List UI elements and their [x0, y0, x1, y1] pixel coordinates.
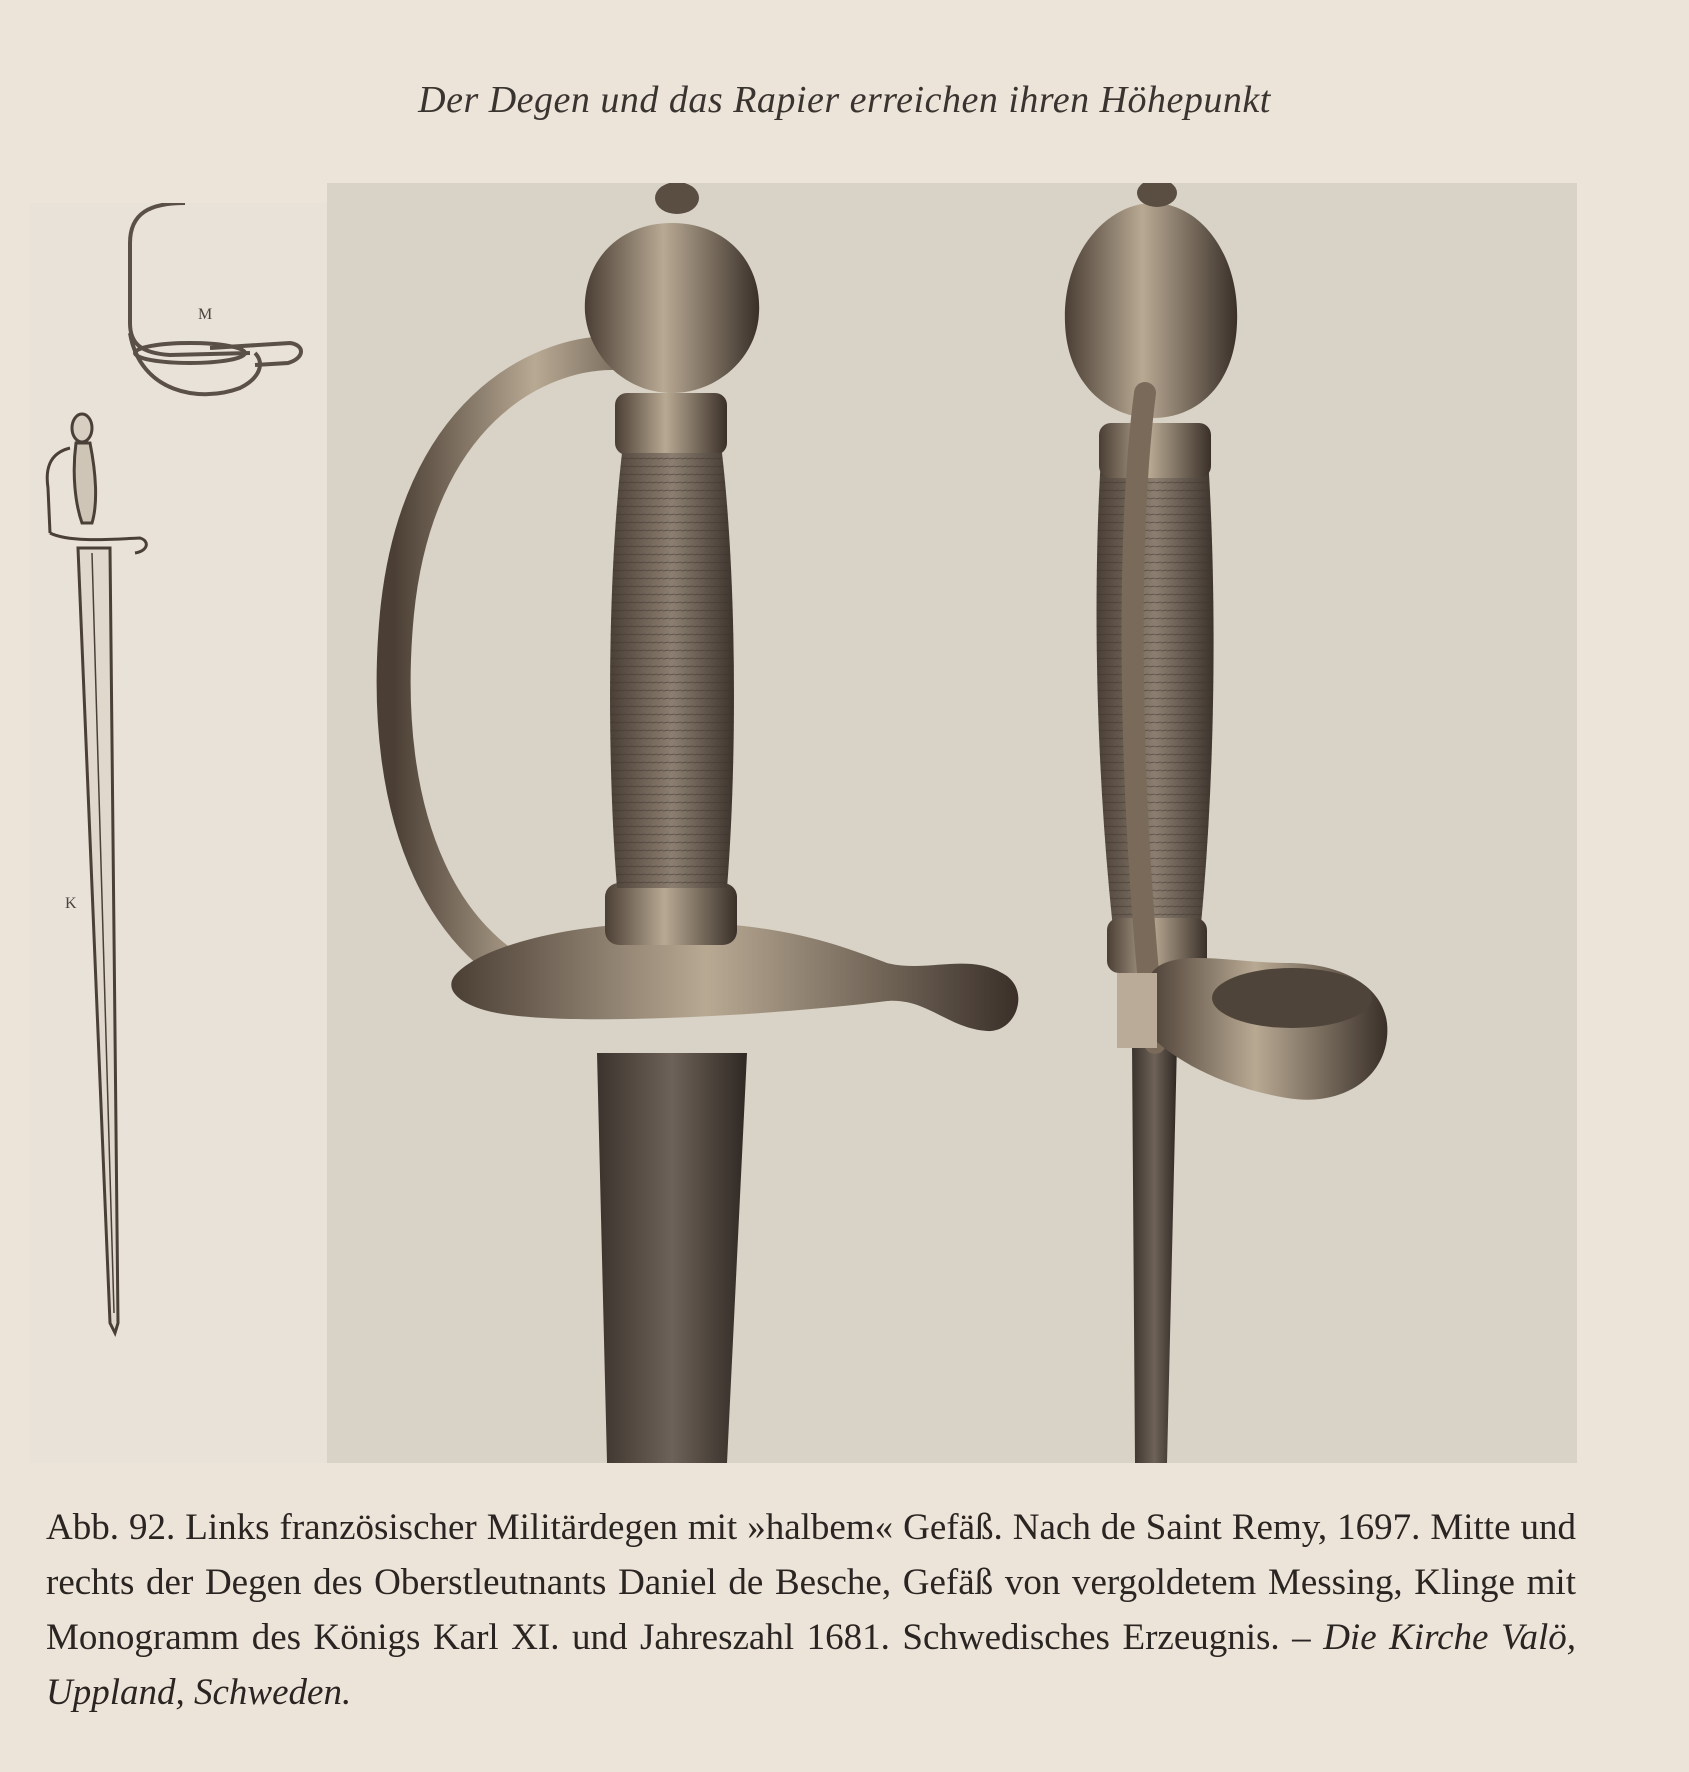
sword-photo-illustration	[327, 183, 1577, 1463]
engraving-panel	[30, 203, 335, 1463]
sword-photograph	[327, 183, 1577, 1463]
caption-text: Abb. 92. Links französischer Militärdegen mit »halbem« Gefäß. Nach de Saint Remy, 1697. Mitte und rechts der Degen des Oberstleutnants Daniel de Besche, Gefäß von vergoldetem Messing, Klinge mit Monogramm des Königs Karl XI. und Jahreszahl 1681. Schwedisches Erzeugnis. –	[46, 1507, 1576, 1658]
running-head: Der Degen und das Rapier erreichen ihren Höhepunkt	[418, 79, 1271, 121]
middle-sword	[394, 183, 1019, 1463]
label-K: K	[65, 895, 77, 912]
caption-source: Die Kirche Valö, Uppland, Schweden.	[46, 1617, 1577, 1713]
figure-caption	[46, 1500, 1576, 1720]
engraving-illustration	[30, 203, 335, 1463]
right-sword	[1065, 183, 1388, 1463]
label-M: M	[198, 306, 213, 323]
